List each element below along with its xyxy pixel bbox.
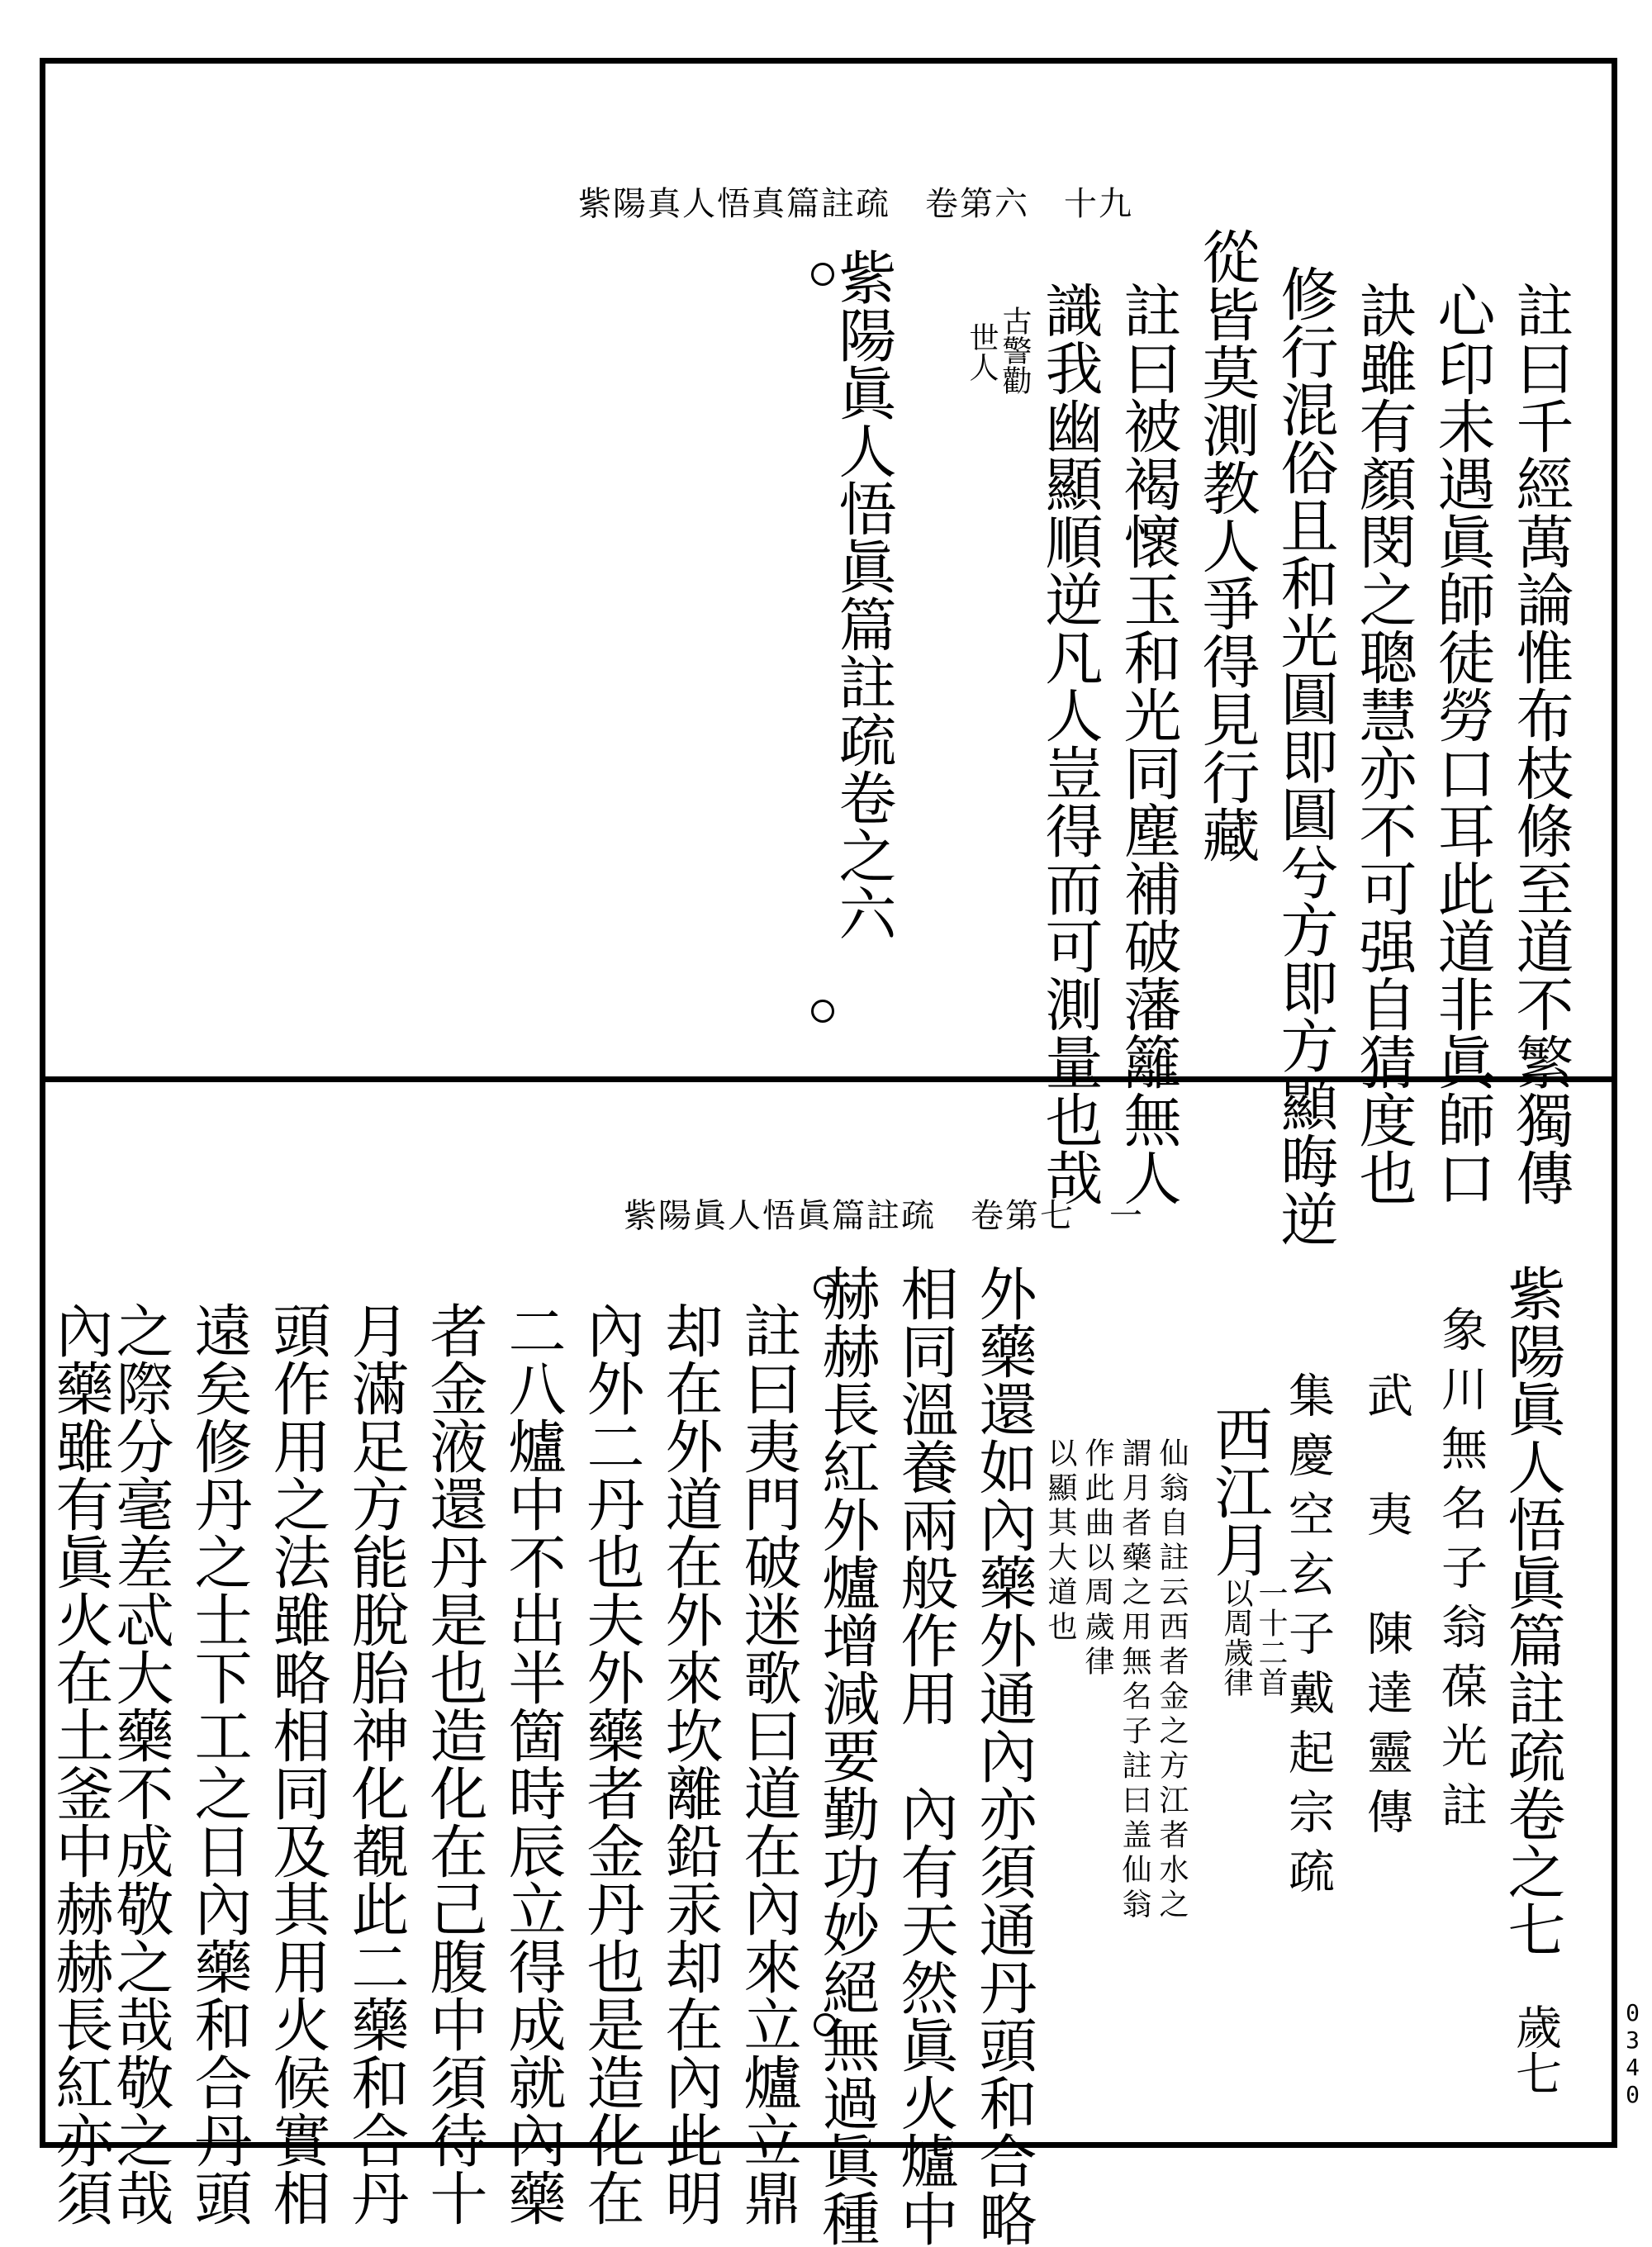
volume-six-end-title: 紫陽眞人悟眞篇註疏卷之六 bbox=[829, 248, 897, 942]
top-column-2: 心印未遇眞師徒勞口耳此道非眞師口 bbox=[1428, 281, 1496, 1206]
author-note-1: 仙翁自註云西者金之方江者水之 bbox=[1155, 1437, 1189, 1923]
author-note-3: 作此曲以周歲律 bbox=[1080, 1437, 1114, 1680]
top-small-note-1: 古警勸 bbox=[998, 306, 1032, 395]
running-head-top: 紫陽真人悟真篇註疏 卷第六 十九 bbox=[578, 185, 1133, 223]
circle-mark bbox=[814, 2013, 837, 2036]
page-number: 0340 bbox=[1619, 1999, 1646, 2108]
main-column-2: 相同溫養兩般作用 內有天然眞火爐中 bbox=[891, 1264, 959, 2247]
main-column-9: 月滿足方能脫胎神化覩此二藥和合丹 bbox=[342, 1301, 410, 2226]
credit-commentator: 集慶空玄子戴起宗疏 bbox=[1281, 1371, 1335, 1907]
top-column-6: 註曰被褐懷玉和光同塵補破藩籬無人 bbox=[1114, 281, 1182, 1206]
main-column-6: 內外二丹也夫外藥者金丹也是造化在 bbox=[577, 1301, 645, 2226]
author-note-2: 謂月者藥之用無名子註曰盖仙翁 bbox=[1118, 1437, 1151, 1923]
top-column-5: 從皆莫測教人爭得見行藏 bbox=[1193, 227, 1260, 863]
top-small-note-2: 世人 bbox=[965, 322, 999, 382]
volume-seven-title: 紫陽眞人悟眞篇註疏卷之七 bbox=[1498, 1264, 1566, 1958]
year-mark: 歲七 bbox=[1508, 2003, 1562, 2096]
section-title: 西江月 bbox=[1205, 1404, 1273, 1578]
running-head-bottom: 紫陽眞人悟眞篇註疏 卷第七 一 bbox=[624, 1197, 1144, 1235]
circle-mark bbox=[811, 1000, 834, 1023]
main-column-1: 外藥還如內藥外通內亦須通丹頭和合略 bbox=[970, 1264, 1037, 2247]
top-column-1: 註曰千經萬論惟布枝條至道不繁獨傳 bbox=[1507, 281, 1574, 1206]
main-column-7: 二八爐中不出半箇時辰立得成就內藥 bbox=[499, 1301, 567, 2226]
main-column-8: 者金液還丹是也造化在己腹中須待十 bbox=[420, 1301, 488, 2226]
main-column-11: 遠矣修丹之士下工之日內藥和合丹頭 bbox=[185, 1301, 253, 2226]
main-column-3: 赫赫長紅外爐增減要勤功妙絕無過眞種 bbox=[813, 1264, 881, 2247]
top-column-3: 訣雖有顏閔之聰慧亦不可强自猜度也 bbox=[1350, 281, 1417, 1206]
author-note-4: 以顯其大道也 bbox=[1043, 1437, 1077, 1646]
main-column-4: 註曰夷門破迷歌曰道在內來立爐立鼎 bbox=[734, 1301, 802, 2226]
section-note-rule: 以周歲律 bbox=[1219, 1578, 1253, 1697]
main-column-10: 頭作用之法雖略相同及其用火候實相 bbox=[263, 1301, 331, 2226]
main-column-5: 却在外道在外來坎離鉛汞却在內此明 bbox=[656, 1301, 724, 2226]
top-column-4: 修行混俗且和光圓即圓兮方即方顯晦逆 bbox=[1271, 264, 1339, 1247]
main-column-13: 內藥雖有眞火在土釜中赫赫長紅亦須 bbox=[46, 1301, 114, 2226]
top-column-7: 識我幽顯順逆凡人豈得而可測量也哉 bbox=[1036, 281, 1104, 1206]
credit-annotator: 象川無名子翁葆光註 bbox=[1434, 1305, 1488, 1841]
main-column-12: 之際分毫差忒大藥不成敬之哉敬之哉 bbox=[107, 1301, 174, 2226]
section-note-count: 一十二首 bbox=[1254, 1578, 1288, 1697]
credit-transmitter: 武 夷 陳達靈傳 bbox=[1360, 1371, 1413, 1847]
